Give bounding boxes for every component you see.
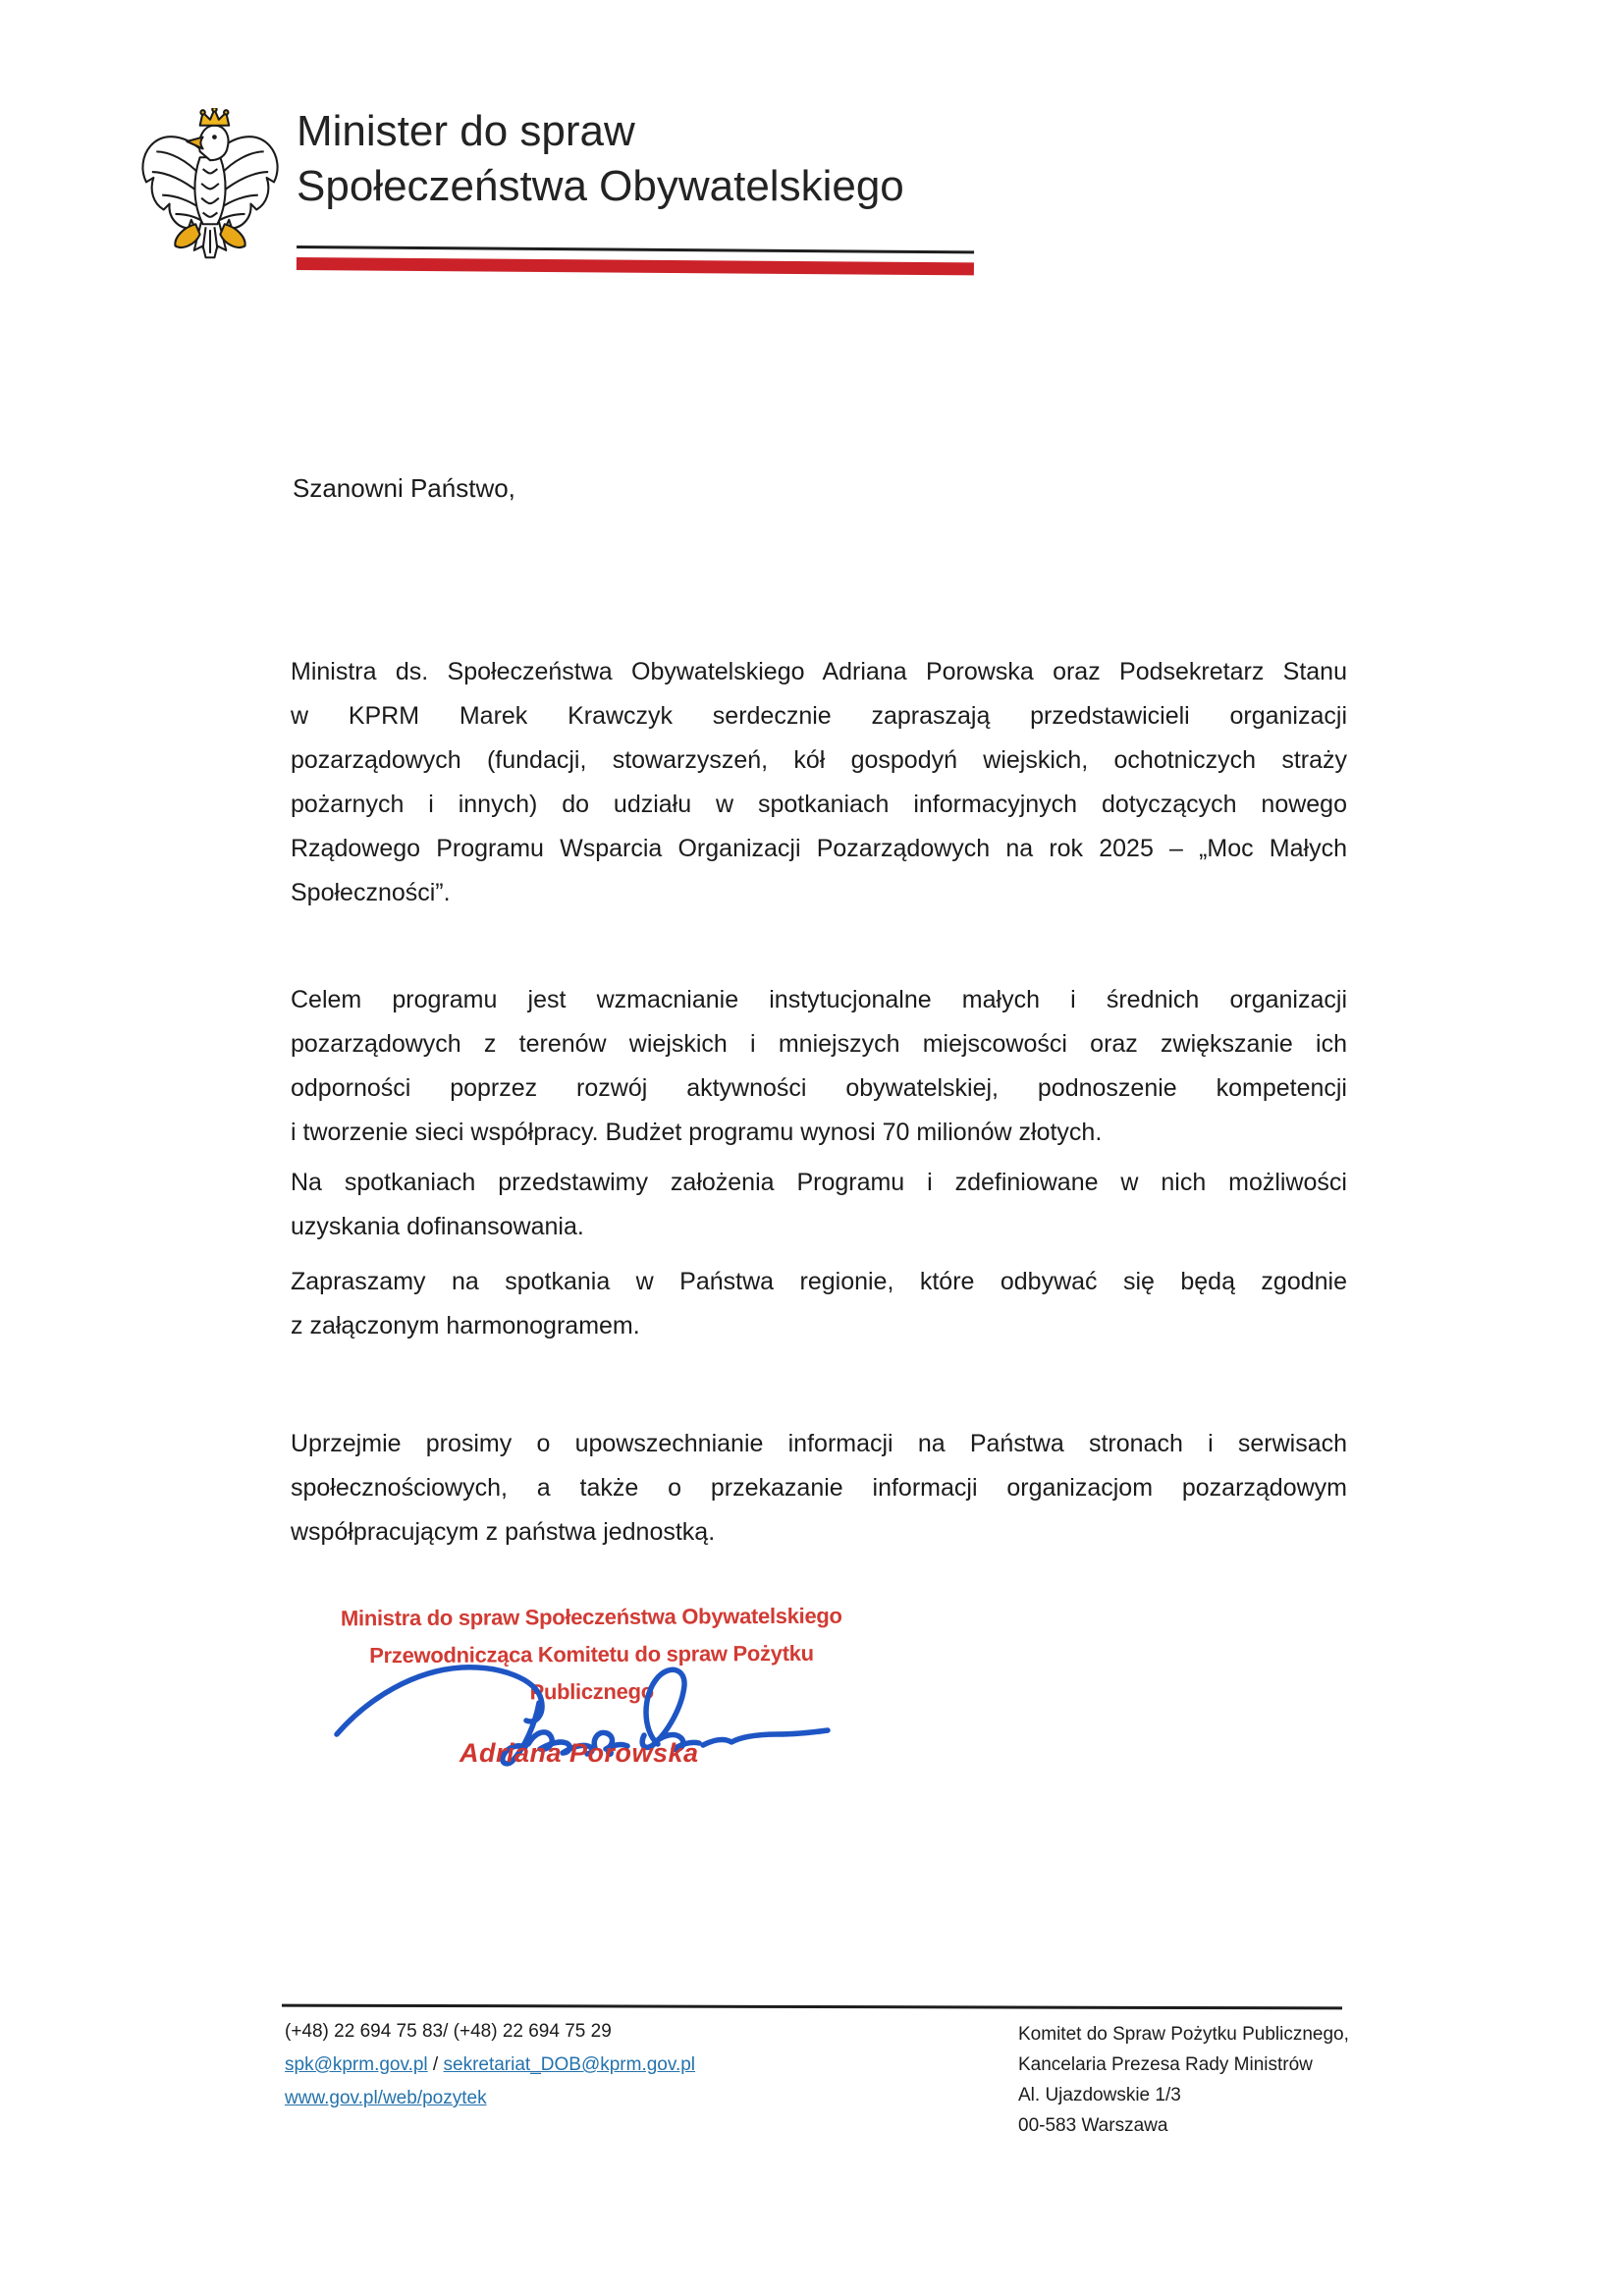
- signatory-role-line1: Ministra do spraw Społeczeństwa Obywatelskiego: [340, 1603, 842, 1631]
- ministry-title-line2: Społeczeństwa Obywatelskiego: [297, 162, 904, 210]
- footer-website-line: [285, 2082, 695, 2115]
- footer-email-primary-link[interactable]: spk@kprm.gov.pl: [285, 2054, 428, 2075]
- body-paragraph-5: [291, 1422, 1347, 1555]
- text-line: współpracującym z państwa jednostką.: [291, 1518, 716, 1546]
- text-line: Rządowego Programu Wsparcia Organizacji Pozarządowych na rok 2025 – „Moc Małych: [291, 835, 1347, 862]
- text-line: i tworzenie sieci współpracy. Budżet programu wynosi 70 milionów złotych.: [291, 1119, 1103, 1146]
- header-black-line: [297, 246, 974, 253]
- text-line: Społeczności”.: [291, 879, 451, 906]
- text-line: z załączonym harmonogramem.: [291, 1312, 640, 1339]
- body-paragraph-1: [291, 650, 1347, 915]
- footer-website-link[interactable]: www.gov.pl/web/pozytek: [285, 2088, 487, 2108]
- text-line: pozarządowych z terenów wiejskich i mniejszych miejscowości oraz zwiększanie ich: [291, 1030, 1347, 1058]
- footer-email-secondary-link[interactable]: sekretariat_DOB@kprm.gov.pl: [443, 2054, 696, 2075]
- text-line: Na spotkaniach przedstawimy założenia Programu i zdefiniowane w nich możliwości: [291, 1169, 1347, 1196]
- footer-divider: [282, 2004, 1342, 2010]
- coat-of-arms-icon: [137, 108, 283, 275]
- signatory-role-line2: Przewodnicząca Komitetu do spraw Pożytku Publicznego: [369, 1640, 814, 1705]
- text-line: odporności poprzez rozwój aktywności obywatelskiej, podnoszenie kompetencji: [291, 1074, 1347, 1102]
- body-paragraph-2: [291, 978, 1347, 1155]
- text-line: społecznościowych, a także o przekazanie informacji organizacjom pozarządowym: [291, 1474, 1347, 1502]
- text-line: w KPRM Marek Krawczyk serdecznie zapraszają przedstawicieli organizacji: [291, 702, 1347, 730]
- text-line: Komitet do Spraw Pożytku Publicznego,: [1018, 2024, 1349, 2045]
- text-line: Kancelaria Prezesa Rady Ministrów: [1018, 2054, 1313, 2075]
- ministry-title-line1: Minister do spraw: [297, 107, 635, 155]
- salutation: Szanowni Państwo,: [293, 473, 515, 503]
- body-paragraph-4: [291, 1260, 1347, 1348]
- ministry-title: [297, 104, 904, 214]
- text-line: pozarządowych (fundacji, stowarzyszeń, kół gospodyń wiejskich, ochotniczych straży: [291, 746, 1347, 774]
- header-rule: [297, 244, 974, 278]
- text-line: Zapraszamy na spotkania w Państwa regionie, które odbywać się będą zgodnie: [291, 1268, 1347, 1295]
- text-line: 00-583 Warszawa: [1018, 2115, 1168, 2136]
- footer-email-separator: /: [427, 2054, 444, 2075]
- header-red-bar: [297, 257, 974, 275]
- signatory-name: Adriana Porowska: [460, 1738, 699, 1768]
- body-paragraph-3: [291, 1161, 1347, 1249]
- footer-email-line: [285, 2049, 695, 2082]
- text-line: Al. Ujazdowskie 1/3: [1018, 2085, 1181, 2105]
- footer-contact: [285, 2015, 695, 2115]
- footer-phone: (+48) 22 694 75 83/ (+48) 22 694 75 29: [285, 2021, 612, 2042]
- text-line: pożarnych i innych) do udziału w spotkaniach informacyjnych dotyczących nowego: [291, 791, 1347, 818]
- text-line: uzyskania dofinansowania.: [291, 1213, 584, 1240]
- text-line: Ministra ds. Społeczeństwa Obywatelskiego Adriana Porowska oraz Podsekretarz Stanu: [291, 658, 1347, 685]
- footer-address: [1018, 2019, 1349, 2141]
- text-line: Uprzejmie prosimy o upowszechnianie informacji na Państwa stronach i serwisach: [291, 1430, 1347, 1457]
- text-line: Celem programu jest wzmacnianie instytucjonalne małych i średnich organizacji: [291, 986, 1347, 1013]
